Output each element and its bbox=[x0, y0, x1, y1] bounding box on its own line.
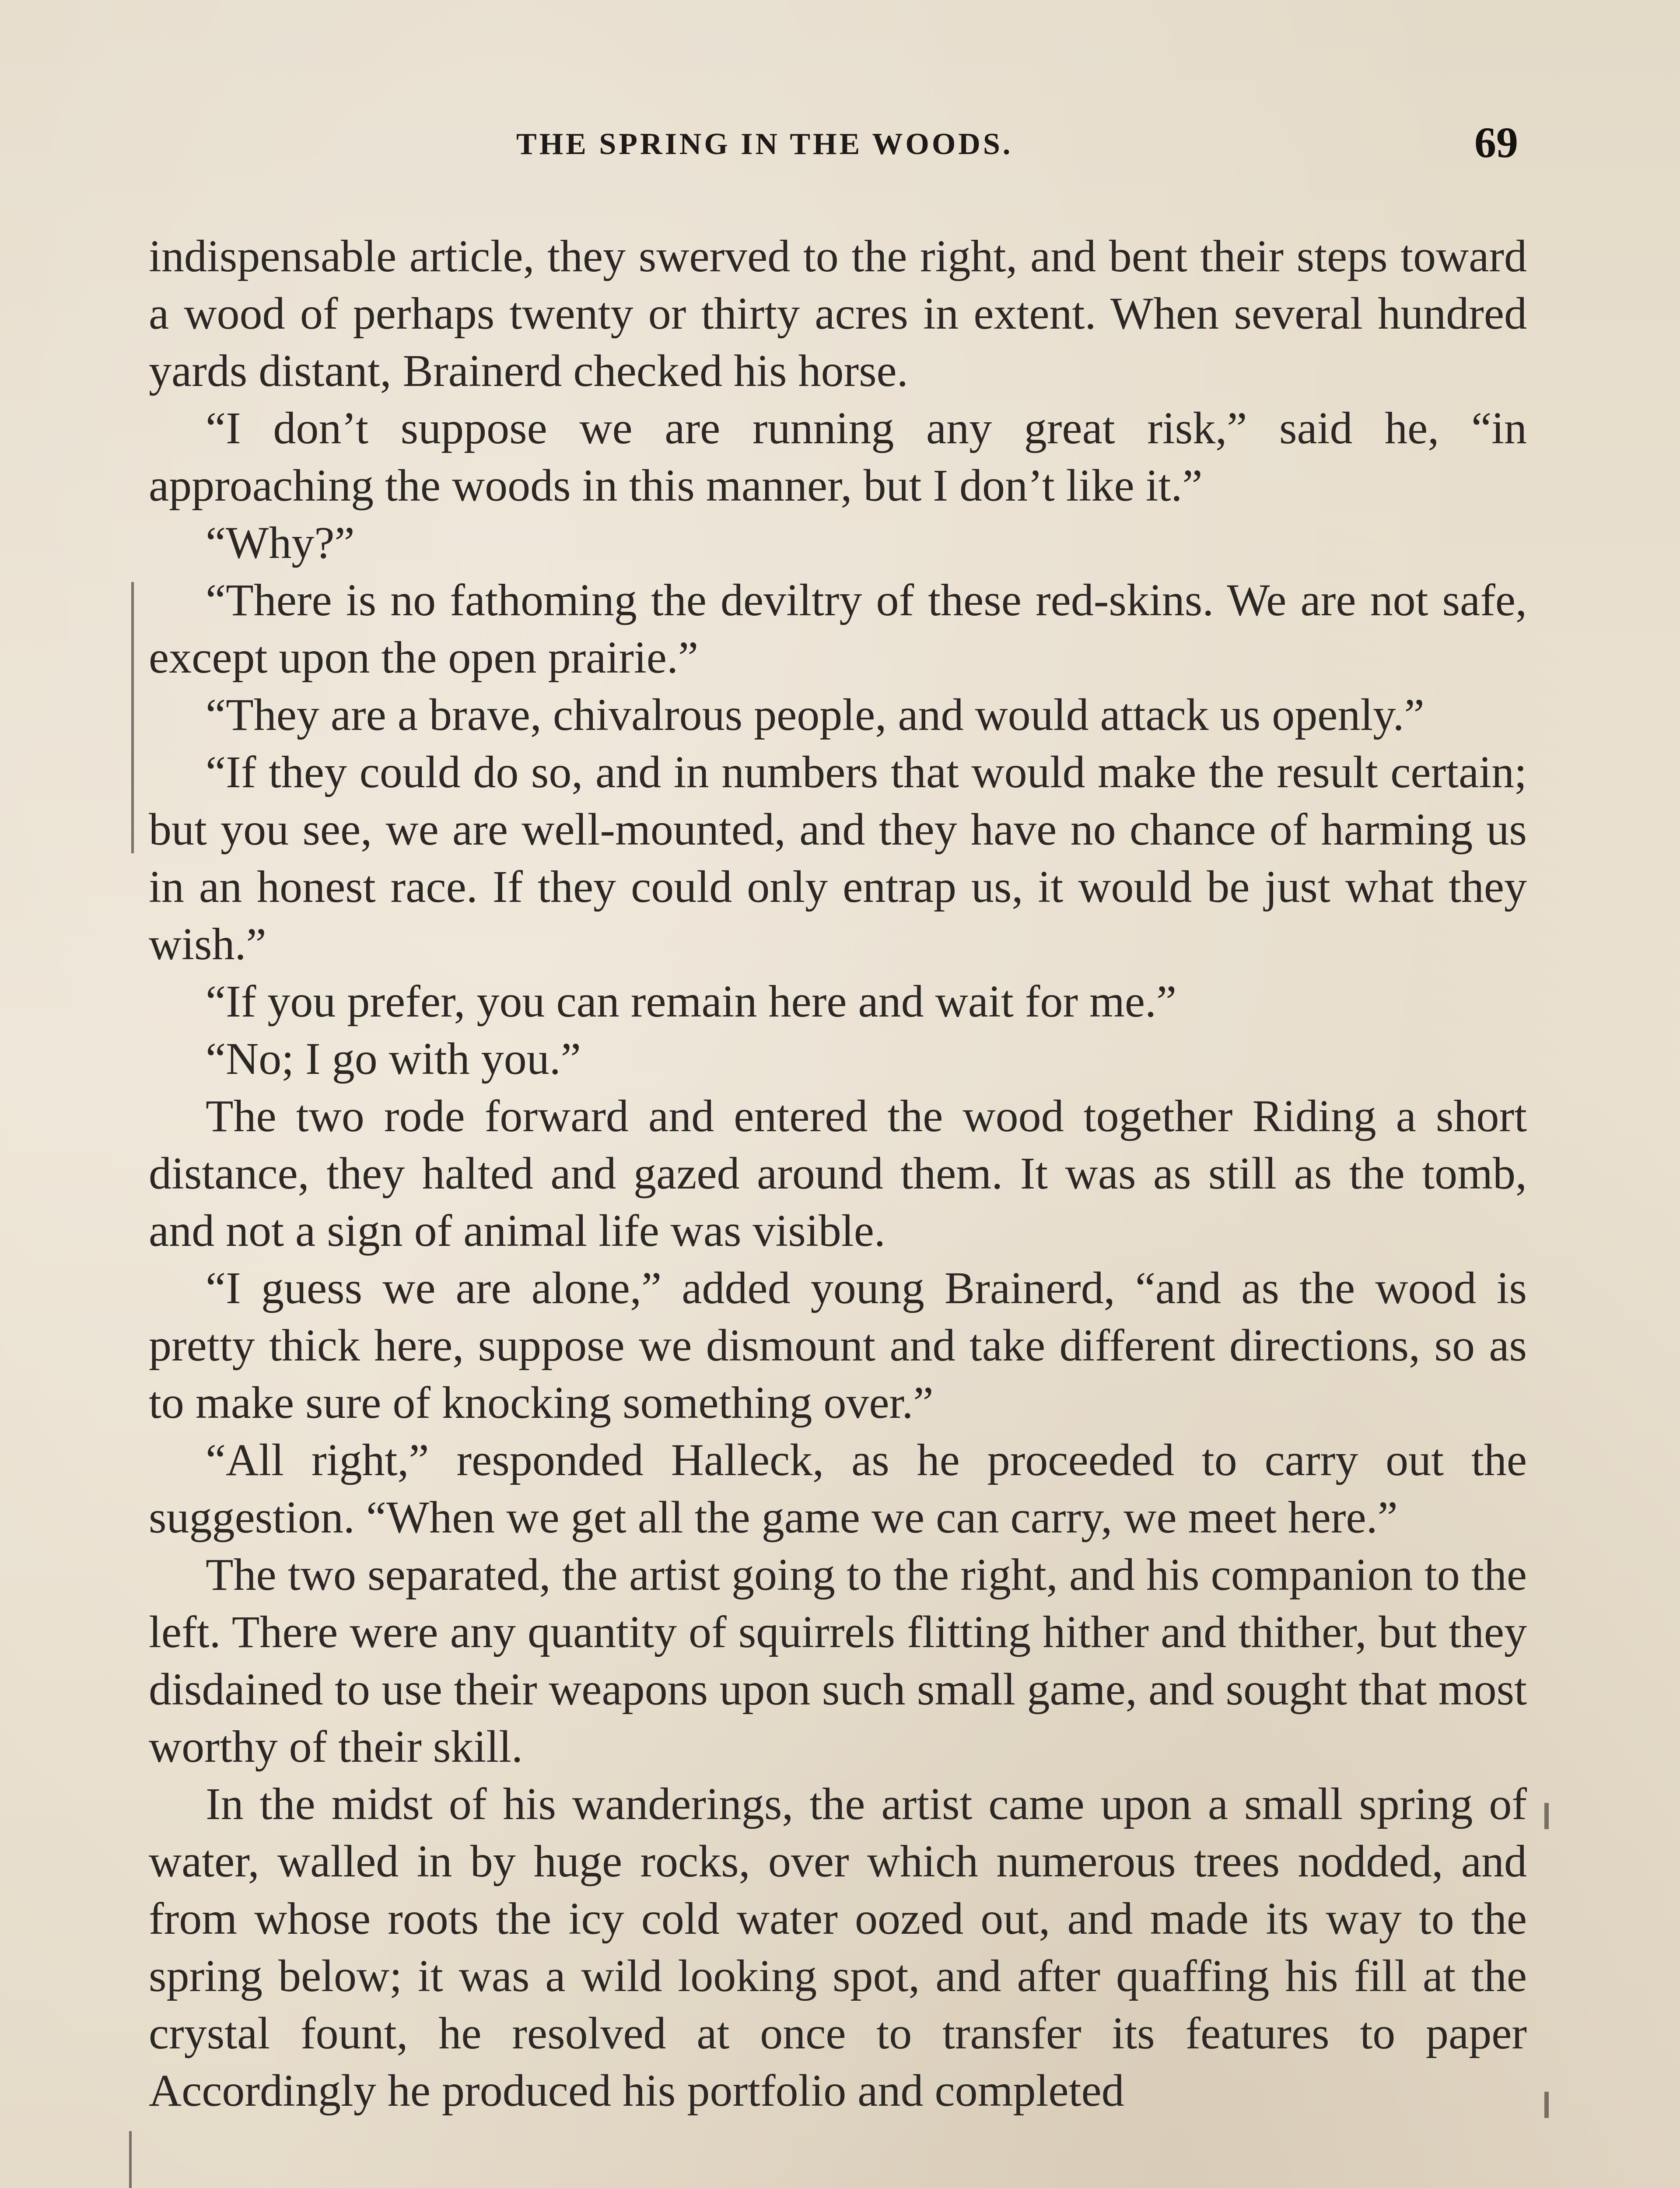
margin-pencil-mark bbox=[1544, 2092, 1549, 2118]
paragraph: “If they could do so, and in numbers that would make the result certain; but you see, we are well-mounted, and they have no chance of harming us in an honest race. If they could only entrap us, it would be just what they wish.” bbox=[149, 747, 1527, 969]
paragraph: indispensable article, they swerved to the right, and bent their steps toward a wood of perhaps twenty or thirty acres in extent. When several hundred yards distant, Brainerd checked his horse. bbox=[149, 231, 1527, 396]
paragraph: The two separated, the artist going to the right, and his companion to the left. There were any quantity of squirrels flitting hither and thither, but they disdained to use their weapons upon such small game, and sought that most worthy of their skill. bbox=[149, 1550, 1527, 1772]
margin-pencil-mark bbox=[129, 2131, 132, 2188]
paragraph: “If you prefer, you can remain here and wait for me.” bbox=[206, 976, 1177, 1027]
paragraph: “They are a brave, chivalrous people, and would attack us openly.” bbox=[206, 690, 1424, 740]
running-head: THE SPRING IN THE WOODS. bbox=[516, 127, 1013, 161]
paragraph: “Why?” bbox=[206, 518, 355, 568]
paragraph: “All right,” responded Halleck, as he proceeded to carry out the suggestion. “When we get all the game we can carry, we meet here.” bbox=[149, 1435, 1527, 1543]
page-number: 69 bbox=[1474, 118, 1518, 167]
paragraph: “I guess we are alone,” added young Brainerd, “and as the wood is pretty thick here, suppose we dismount and take different directions, so as to make sure of knocking something over.” bbox=[149, 1263, 1527, 1428]
paragraph: In the midst of his wanderings, the artist came upon a small spring of water, walled in by huge rocks, over which numerous trees nodded, and from whose roots the icy cold water oozed out, and made its way to the spring below; it was a wild looking spot, and after quaffing his fill at the crystal fount, he resolved at once to transfer its features to paper Accordingly he produced his portfolio and completed bbox=[149, 1779, 1527, 2116]
margin-pencil-mark bbox=[1544, 1803, 1549, 1829]
paragraph: The two rode forward and entered the wood together Riding a short distance, they halted and gazed around them. It was as still as the tomb, and not a sign of animal life was visible. bbox=[149, 1091, 1527, 1256]
paragraph: “No; I go with you.” bbox=[206, 1034, 581, 1084]
paragraph: “I don’t suppose we are running any great risk,” said he, “in approaching the woods in this manner, but I don’t like it.” bbox=[149, 403, 1527, 511]
margin-pencil-mark bbox=[131, 582, 134, 853]
paragraph: “There is no fathoming the deviltry of these red-skins. We are not safe, except upon the open prairie.” bbox=[149, 575, 1527, 683]
body-text bbox=[149, 228, 1527, 2119]
